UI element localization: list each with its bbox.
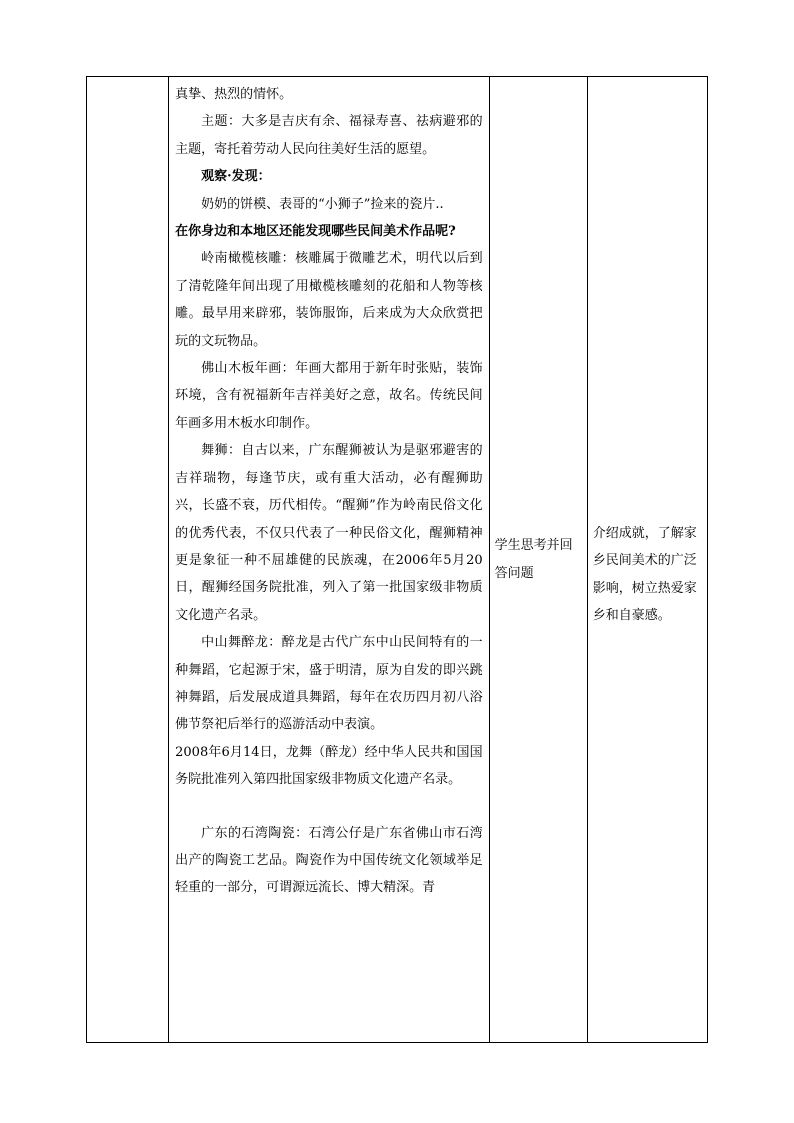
content-paragraph: 主题：大多是吉庆有余、福禄寿喜、祛病避邪的主题，寄托着劳动人民向往美好生活的愿望。: [175, 114, 483, 157]
content-paragraph: 广东的石湾陶瓷：石湾公仔是广东省佛山市石湾出产的陶瓷工艺品。陶瓷作为中国传统文化领域举足轻重的一部分，可谓源远流长、博大精深。青: [175, 825, 483, 896]
paragraph-spacer: [175, 794, 483, 820]
teaching-content-cell: [169, 77, 490, 1043]
content-paragraph: 2008年6月14日，龙舞（醉龙）经中华人民共和国国务院批准列入第四批国家级非物质文化遗产名录。: [175, 744, 483, 788]
content-paragraph: 佛山木板年画：年画大都用于新年时张贴，装饰环境，含有祝福新年吉祥美好之意，故名。传统民间年画多用木板水印制作。: [175, 361, 483, 431]
content-paragraph: 岭南橄榄核雕：核雕属于微雕艺术，明代以后到了清乾隆年间出现了用橄榄核雕刻的花船和人物等核雕。最早用来辟邪，装饰服饰，后来成为大众欣赏把玩的文玩物品。: [175, 251, 483, 349]
content-paragraph: 中山舞醉龙：醉龙是古代广东中山民间特有的一种舞蹈，它起源于宋，盛于明清，原为自发的即兴跳神舞蹈，后发展成道具舞蹈，每年在农历四月初八浴佛节祭祀后举行的巡游活动中表演。: [175, 635, 483, 733]
table-row: [87, 77, 708, 1043]
content-paragraph: 真挚、热烈的情怀。: [175, 87, 293, 102]
content-paragraph: 奶奶的饼模、表哥的“小狮子”捡来的瓷片..: [201, 196, 444, 212]
content-paragraph: 观察·发现：: [201, 169, 271, 185]
content-paragraph: 在你身边和本地区还能发现哪些民间美术作品呢?: [175, 224, 456, 240]
content-paragraph: 舞狮：自古以来，广东醒狮被认为是驱邪避害的吉祥瑞物，每逢节庆，或有重大活动，必有醒狮助兴，长盛不衰，历代相传。“醒狮”作为岭南民俗文化的优秀代表，不仅只代表了一种民俗文化，醒狮精神更是象征一种不屈雄健的民族魂，在2006年5月20日，醒狮经国务院批准，列入了第一批国家级非物质文化遗产名录。: [175, 443, 483, 623]
lesson-plan-table: [86, 76, 708, 1043]
student-activity-cell: [489, 77, 587, 1043]
student-activity-text: 学生思考并回答问题: [494, 538, 573, 581]
design-intent-text: 介绍成就，了解家乡民间美术的广泛影响，树立热爱家乡和自豪感。: [592, 525, 697, 623]
stage-cell: [87, 77, 169, 1043]
content-paragraphs: [175, 81, 483, 902]
design-intent-cell: [587, 77, 707, 1043]
